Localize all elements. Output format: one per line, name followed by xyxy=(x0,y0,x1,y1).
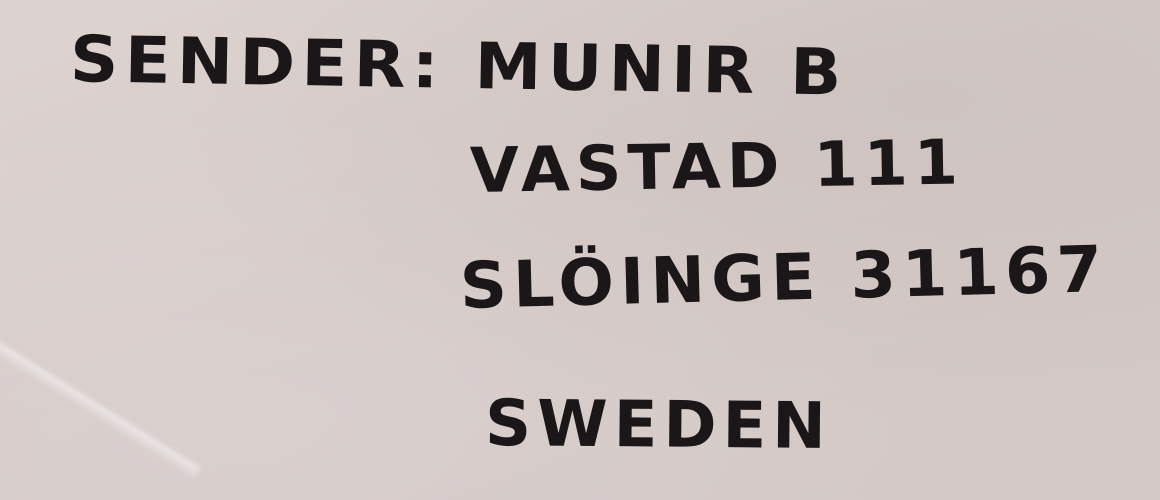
paper-crease xyxy=(0,330,200,480)
country-line: SWEDEN xyxy=(484,387,833,465)
street-address-line: VASTAD 111 xyxy=(469,125,965,207)
sender-name-line: SENDER: MUNIR B xyxy=(69,23,849,111)
city-postcode-line: SLÖINGE 31167 xyxy=(459,233,1110,324)
